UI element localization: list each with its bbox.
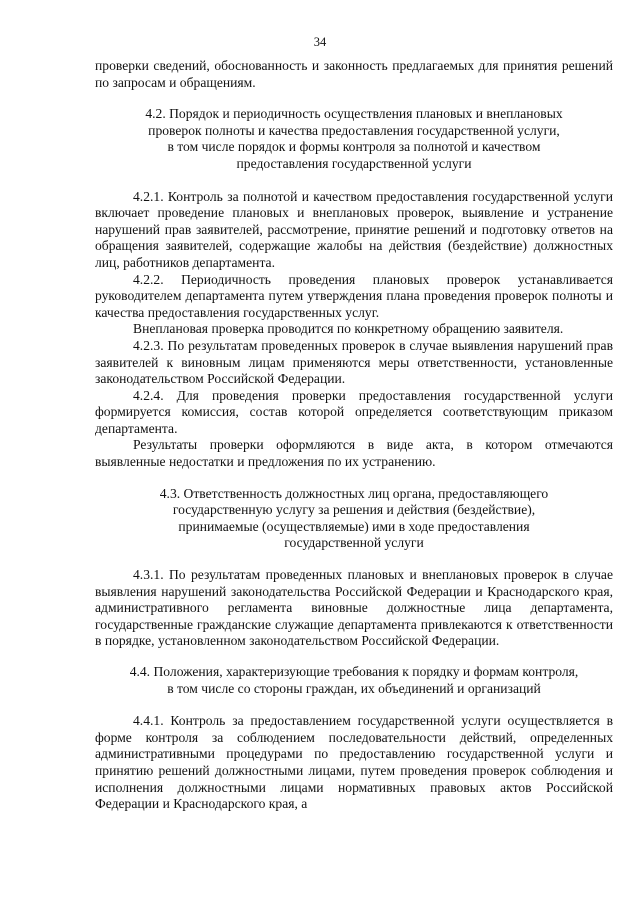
heading-line: предоставления государственной услуги [236,155,472,171]
heading-4-2 [95,106,613,172]
heading-line: принимаемые (осуществляемые) ими в ходе предоставления [178,518,530,534]
heading-line: в том числе порядок и формы контроля за полнотой и качеством [167,139,541,155]
paragraph-4-4-1: 4.4.1. Контроль за предоставлением государственной услуги осуществляется в форме контроля за соблюдением последовательности действий, определенных административными процедурами по предоставлению государственной услуги и принятию решений должностными лицами, путем проведения проверок соблюдения и исполнения должностными лицами нормативных правовых актов Российской Федерации и Краснодарского края, а [95,713,613,812]
heading-line: государственной услуги [284,535,424,551]
paragraph-4-2-1: 4.2.1. Контроль за полнотой и качеством предоставления государственной услуги включает проведение плановых и внеплановых проверок, выявление и устранение нарушений прав заявителей, рассмотрение, принятие решений и подготовку ответов на обращения заявителей, содержащие жалобы на действия (бездействие) должностных лиц, работников департамента. [95,188,613,270]
heading-4-4 [95,664,613,697]
paragraph-continuation: проверки сведений, обоснованность и законность предлагаемых для принятия решений по запросам и обращениям. [95,58,613,90]
paragraph-4-2-2: 4.2.2. Периодичность проведения плановых проверок устанавливается руководителем департамента путем утверждения плана проведения проверок полноты и качества предоставления государственных услуг. [95,271,613,320]
paragraph-4-3-1: 4.3.1. По результатам проведенных плановых и внеплановых проверок в случае выявления нарушений законодательства Российской Федерации и Краснодарского края, административного регламента виновные должностные лица департамента, государственные гражданские служащие департамента привлекаются к ответственности в порядке, установленном законодательством Российской Федерации. [95,567,613,649]
document-body [95,58,613,813]
paragraph-unscheduled-check: Внеплановая проверка проводится по конкретному обращению заявителя. [133,321,564,337]
heading-4-3 [95,486,613,552]
page-number: 34 [313,35,327,49]
heading-line: в том числе со стороны граждан, их объединений и организаций [167,680,541,696]
heading-line: проверок полноты и качества предоставления государственной услуги, [148,122,560,138]
paragraph-4-2-3: 4.2.3. По результатам проведенных проверок в случае выявления нарушений прав заявителей к виновным лицам применяются меры ответственности, установленные законодательством Российской Федерации. [95,337,613,387]
heading-line: 4.2. Порядок и периодичность осуществления плановых и внеплановых [145,106,563,122]
paragraph-check-results: Результаты проверки оформляются в виде акта, в котором отмечаются выявленные недостатки и предложения по их устранению. [95,437,613,470]
heading-line: 4.3. Ответственность должностных лиц органа, предоставляющего [159,485,549,501]
heading-line: государственную услугу за решения и действия (бездействие), [172,502,536,518]
paragraph-4-2-4: 4.2.4. Для проведения проверки предоставления государственной услуги формируется комиссия, состав которой определяется соответствующим приказом департамента. [95,387,613,436]
heading-line: 4.4. Положения, характеризующие требования к порядку и формам контроля, [129,664,579,679]
